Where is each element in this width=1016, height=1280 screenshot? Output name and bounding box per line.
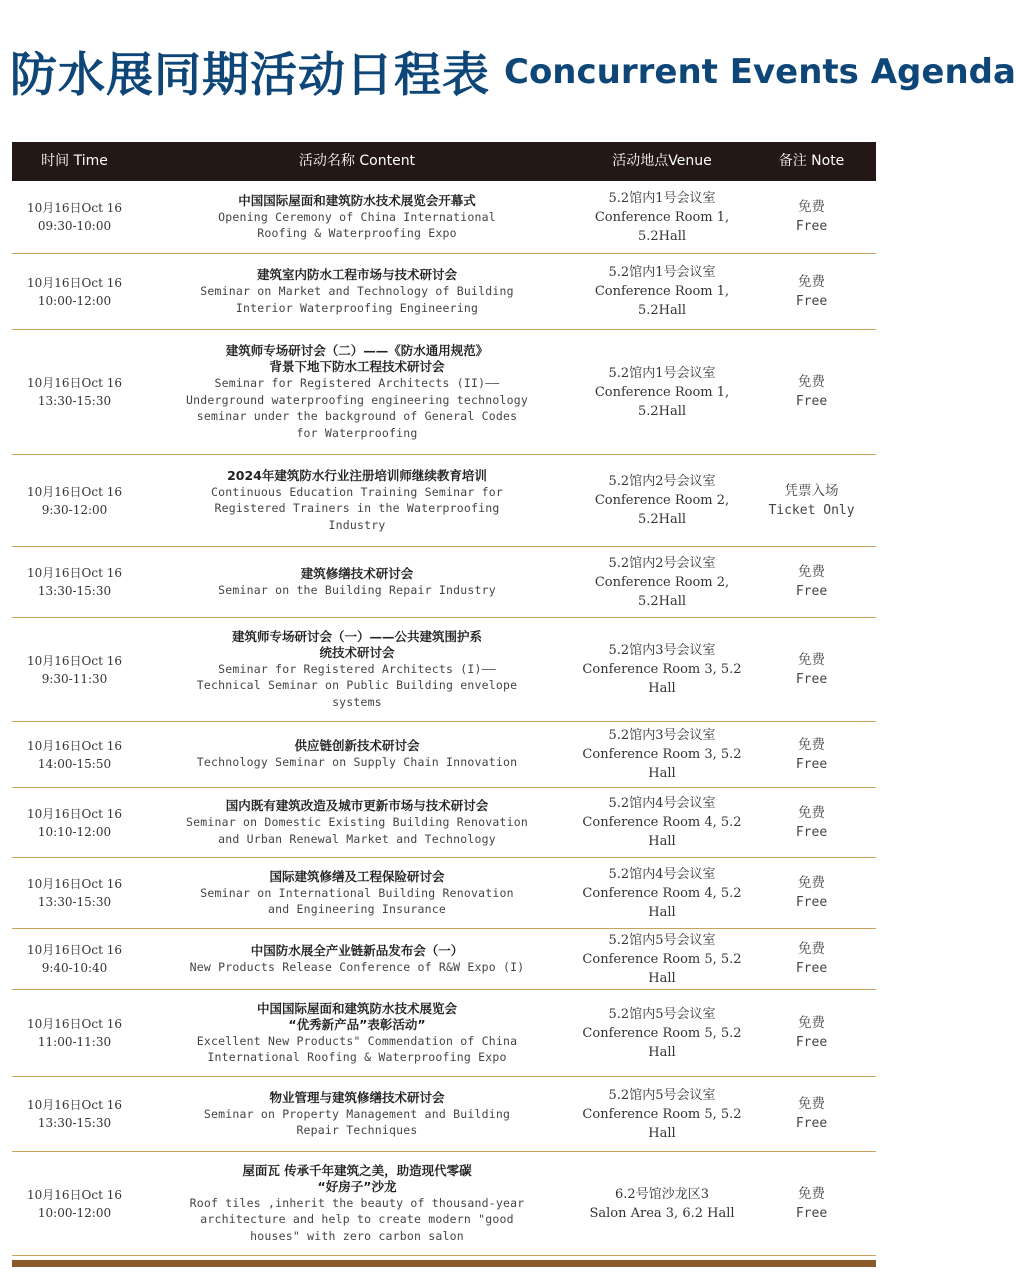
event-note-cn: 免费	[798, 651, 825, 668]
event-venue-cn: 5.2馆内4号会议室	[608, 796, 716, 811]
event-date: 10月16日Oct 16	[26, 376, 122, 390]
event-title-cn: 中国防水展全产业链新品发布会（一）	[250, 942, 464, 958]
event-date: 10月16日Oct 16	[26, 877, 122, 891]
event-time-cell	[12, 737, 137, 773]
event-venue-cn: 5.2馆内1号会议室	[608, 190, 716, 206]
event-date: 10月16日Oct 16	[26, 566, 122, 580]
event-title-cn: 建筑师专场研讨会（一）——公共建筑围护系	[231, 628, 482, 644]
event-note-en: Free	[795, 824, 828, 840]
event-title-en: Seminar on Market and Technology of Building	[200, 284, 514, 298]
event-time-cell	[12, 652, 137, 688]
event-title-cn: 供应链创新技术研讨会	[294, 738, 420, 754]
schedule-table-body	[12, 181, 876, 1256]
table-row	[12, 929, 876, 990]
event-time-cell	[12, 1015, 137, 1051]
event-venue-cn: 5.2馆内5号会议室	[608, 1006, 716, 1022]
event-time: 13:30-15:30	[37, 895, 112, 909]
bottom-divider	[12, 1260, 876, 1267]
table-row	[12, 1152, 876, 1256]
event-note-cell	[747, 1095, 876, 1133]
event-time-cell	[12, 483, 137, 519]
event-note-cn: 免费	[798, 273, 825, 290]
event-title-en: Seminar on Property Management and Building	[203, 1106, 511, 1121]
event-title-en: Seminar on the Building Repair Industry	[218, 582, 496, 597]
event-venue-en: Conference Room 3, 5.2 Hall	[582, 662, 742, 696]
event-title-en: Seminar on International Building Renovation	[200, 885, 514, 900]
table-row	[12, 788, 876, 858]
event-venue-cell	[577, 865, 747, 922]
event-content-cell	[137, 629, 577, 711]
event-content-cell	[137, 1090, 577, 1139]
event-venue-cell	[577, 364, 747, 421]
event-title-en: Registered Trainers in the Waterproofing	[214, 501, 500, 516]
event-note-en: Free	[795, 1035, 828, 1050]
event-date: 10月16日Oct 16	[26, 1187, 122, 1202]
event-title-cn: 中国国际屋面和建筑防水技术展览会开幕式	[238, 192, 476, 208]
table-row	[12, 455, 876, 547]
event-title-cn: 2024年建筑防水行业注册培训师继续教育培训	[227, 467, 487, 483]
event-venue-en: Conference Room 4, 5.2 Hall	[582, 815, 742, 849]
event-content-cell	[137, 566, 577, 599]
event-title-en: Excellent New Products" Commendation of China	[196, 1033, 518, 1048]
column-header-time: 时间 Time	[41, 153, 108, 169]
event-time: 13:30-15:30	[37, 1116, 112, 1130]
event-title-cn: “好房子”沙龙	[317, 1178, 397, 1194]
event-note-en: Free	[795, 671, 828, 687]
event-venue-en: Conference Room 5, 5.2 Hall	[582, 1106, 742, 1141]
event-time: 13:30-15:30	[37, 584, 112, 598]
event-date: 10月16日Oct 16	[26, 1017, 122, 1031]
event-note-en: Ticket Only	[768, 502, 855, 518]
event-venue-en: Conference Room 3, 5.2 Hall	[582, 747, 742, 781]
event-note-cell	[747, 651, 876, 689]
event-title-en: International Roofing & Waterproofing Expo	[207, 1050, 507, 1064]
event-note-cn: 免费	[798, 804, 825, 821]
event-title-en: systems	[332, 694, 382, 709]
event-note-cell	[747, 1014, 876, 1052]
event-venue-cell	[577, 1086, 747, 1143]
event-note-en: Free	[795, 1116, 828, 1131]
event-date: 10月16日Oct 16	[26, 275, 122, 290]
event-content-cell	[137, 798, 577, 847]
event-time-cell	[12, 1186, 137, 1222]
event-title-en: Continuous Education Training Seminar for	[210, 484, 504, 499]
event-venue-cell	[577, 794, 747, 851]
event-note-cell	[747, 1185, 876, 1223]
table-row	[12, 181, 876, 254]
event-note-cn: 免费	[798, 374, 825, 390]
event-time: 11:00-11:30	[37, 1035, 112, 1049]
event-note-cell	[747, 874, 876, 912]
event-venue-cn: 5.2馆内3号会议室	[608, 728, 716, 743]
event-time-cell	[12, 1096, 137, 1132]
event-time: 10:00-12:00	[37, 1205, 112, 1220]
table-row	[12, 330, 876, 455]
event-venue-cn: 5.2馆内4号会议室	[608, 866, 716, 882]
event-note-cn: 免费	[798, 1015, 825, 1031]
table-row	[12, 722, 876, 788]
event-note-en: Free	[795, 895, 828, 910]
event-title-cn: 背景下地下防水工程技术研讨会	[269, 359, 445, 374]
event-content-cell	[137, 869, 577, 918]
event-title-cn: 建筑室内防水工程市场与技术研讨会	[256, 267, 457, 282]
event-note-cell	[747, 198, 876, 236]
event-title-en: Technology Seminar on Supply Chain Innovation	[196, 755, 518, 770]
event-note-en: Free	[795, 584, 828, 599]
event-venue-en: Conference Room 1, 5.2Hall	[594, 284, 730, 318]
event-title-cn: 国内既有建筑改造及城市更新市场与技术研讨会	[225, 798, 489, 813]
event-title-en: Technical Seminar on Public Building envelope	[196, 678, 518, 693]
event-venue-cell	[577, 263, 747, 320]
table-row	[12, 990, 876, 1077]
event-title-en: Seminar for Registered Architects (I)——	[218, 661, 496, 676]
event-content-cell	[137, 738, 577, 771]
event-title-en: for Waterproofing	[296, 425, 418, 440]
event-note-cell	[747, 273, 876, 311]
event-time: 9:30-11:30	[41, 671, 108, 686]
event-date: 10月16日Oct 16	[26, 1098, 122, 1112]
event-title-cn: 统技术研讨会	[319, 644, 395, 660]
event-time: 9:30-12:00	[41, 502, 108, 517]
event-time: 14:00-15:50	[37, 756, 112, 771]
event-content-cell	[137, 193, 577, 242]
event-note-en: Free	[795, 961, 828, 976]
event-note-cell	[747, 736, 876, 774]
event-title-en: Repair Techniques	[296, 1123, 418, 1137]
event-title-en: Interior Waterproofing Engineering	[235, 300, 479, 315]
event-venue-cn: 5.2馆内5号会议室	[608, 932, 716, 948]
event-venue-cell	[577, 1185, 747, 1223]
event-time-cell	[12, 875, 137, 911]
event-venue-cn: 6.2号馆沙龙区3	[615, 1186, 709, 1202]
event-title-cn: 国际建筑修缮及工程保险研讨会	[269, 868, 445, 884]
event-venue-en: Conference Room 1, 5.2Hall	[594, 209, 730, 244]
event-venue-en: Salon Area 3, 6.2 Hall	[589, 1205, 735, 1221]
column-header-content: 活动名称 Content	[298, 153, 416, 169]
event-content-cell	[137, 468, 577, 534]
event-venue-en: Conference Room 1, 5.2Hall	[594, 384, 730, 419]
event-note-cn: 免费	[798, 875, 825, 891]
event-venue-cn: 5.2馆内3号会议室	[608, 643, 716, 658]
table-row	[12, 547, 876, 618]
event-title-en: Seminar on Domestic Existing Building Renovation	[186, 815, 528, 829]
event-time: 10:10-12:00	[37, 824, 112, 839]
event-time-cell	[12, 564, 137, 600]
event-content-cell	[137, 267, 577, 316]
title-english: Concurrent Events Agenda	[504, 51, 1016, 92]
event-title-en: Opening Ceremony of China International	[218, 209, 496, 224]
event-title-cn: 物业管理与建筑修缮技术研讨会	[269, 1089, 445, 1105]
column-header-venue: 活动地点Venue	[612, 153, 712, 169]
event-note-cn: 免费	[798, 1185, 825, 1202]
event-venue-cell	[577, 641, 747, 698]
column-header-note: 备注 Note	[778, 153, 845, 169]
event-date: 10月16日Oct 16	[26, 201, 122, 215]
event-title-en: Roof tiles ,inherit the beauty of thousand-year	[189, 1195, 525, 1210]
event-date: 10月16日Oct 16	[26, 653, 122, 668]
event-time: 09:30-10:00	[37, 219, 112, 233]
event-note-cn: 免费	[798, 736, 825, 753]
event-note-cell	[747, 563, 876, 601]
event-title-en: Industry	[328, 517, 386, 532]
event-title-en: Seminar for Registered Architects (II)——	[214, 376, 500, 390]
event-note-cn: 免费	[798, 1096, 825, 1112]
event-venue-en: Conference Room 2, 5.2Hall	[594, 493, 730, 527]
event-time-cell	[12, 274, 137, 310]
event-note-cell	[747, 940, 876, 978]
event-venue-en: Conference Room 5, 5.2 Hall	[582, 1025, 742, 1060]
event-title-en: and Engineering Insurance	[267, 902, 447, 916]
event-content-cell	[137, 343, 577, 441]
event-venue-cell	[577, 726, 747, 783]
event-note-cn: 免费	[798, 941, 825, 957]
event-title-cn: 建筑师专场研讨会（二）——《防水通用规范》	[225, 343, 489, 358]
event-time-cell	[12, 805, 137, 841]
event-note-cell	[747, 482, 876, 520]
event-note-cn: 免费	[798, 199, 825, 215]
event-time-cell	[12, 941, 137, 977]
table-row	[12, 254, 876, 330]
event-title-en: architecture and help to create modern "good	[200, 1212, 514, 1227]
event-title-en: New Products Release Conference of R&W Expo (I)	[189, 959, 525, 974]
event-venue-cn: 5.2馆内2号会议室	[608, 555, 716, 571]
title-chinese: 防水展同期活动日程表	[10, 48, 490, 103]
event-venue-cell	[577, 1005, 747, 1062]
event-title-cn: 建筑修缮技术研讨会	[300, 565, 414, 581]
table-row	[12, 1077, 876, 1152]
event-note-cell	[747, 373, 876, 411]
event-note-en: Free	[795, 756, 828, 772]
event-time-cell	[12, 199, 137, 235]
event-content-cell	[137, 1001, 577, 1066]
event-note-cell	[747, 804, 876, 842]
event-note-en: Free	[795, 293, 828, 309]
table-row	[12, 618, 876, 722]
event-date: 10月16日Oct 16	[26, 484, 122, 499]
event-title-cn: 屋面瓦 传承千年建筑之美，助造现代零碳	[242, 1162, 472, 1178]
event-title-cn: 中国国际屋面和建筑防水技术展览会	[256, 1000, 457, 1016]
event-venue-cn: 5.2馆内1号会议室	[608, 365, 716, 381]
event-venue-en: Conference Room 5, 5.2 Hall	[582, 951, 742, 986]
table-header	[12, 142, 876, 181]
event-content-cell	[137, 943, 577, 976]
event-title-en: and Urban Renewal Market and Technology	[218, 831, 496, 846]
event-note-en: Free	[795, 1205, 828, 1221]
event-note-cn: 免费	[798, 564, 825, 580]
event-title-en: Roofing & Waterproofing Expo	[257, 226, 457, 240]
event-venue-cn: 5.2馆内2号会议室	[608, 474, 716, 489]
event-venue-en: Conference Room 4, 5.2 Hall	[582, 885, 742, 920]
event-date: 10月16日Oct 16	[26, 943, 122, 957]
event-venue-cell	[577, 554, 747, 611]
event-venue-cell	[577, 472, 747, 529]
event-time: 9:40-10:40	[41, 961, 108, 975]
event-venue-cell	[577, 189, 747, 246]
event-venue-cell	[577, 931, 747, 988]
event-title-en: seminar under the background of General Codes	[196, 409, 518, 423]
event-title-en: houses" with zero carbon salon	[250, 1228, 464, 1243]
event-note-en: Free	[795, 394, 828, 409]
event-time-cell	[12, 374, 137, 410]
event-note-cn: 凭票入场	[784, 482, 839, 499]
event-venue-cn: 5.2馆内1号会议室	[608, 265, 716, 280]
event-note-en: Free	[795, 219, 828, 234]
event-time: 13:30-15:30	[37, 394, 112, 408]
event-venue-cn: 5.2馆内5号会议室	[608, 1087, 716, 1103]
event-date: 10月16日Oct 16	[26, 738, 122, 753]
event-date: 10月16日Oct 16	[26, 806, 122, 821]
page-title	[10, 38, 1016, 103]
event-content-cell	[137, 1163, 577, 1245]
event-title-en: Underground waterproofing engineering technology	[186, 392, 528, 407]
event-title-cn: “优秀新产品”表彰活动”	[288, 1016, 426, 1032]
table-row	[12, 858, 876, 929]
event-venue-en: Conference Room 2, 5.2Hall	[594, 574, 730, 609]
event-time: 10:00-12:00	[37, 293, 112, 308]
